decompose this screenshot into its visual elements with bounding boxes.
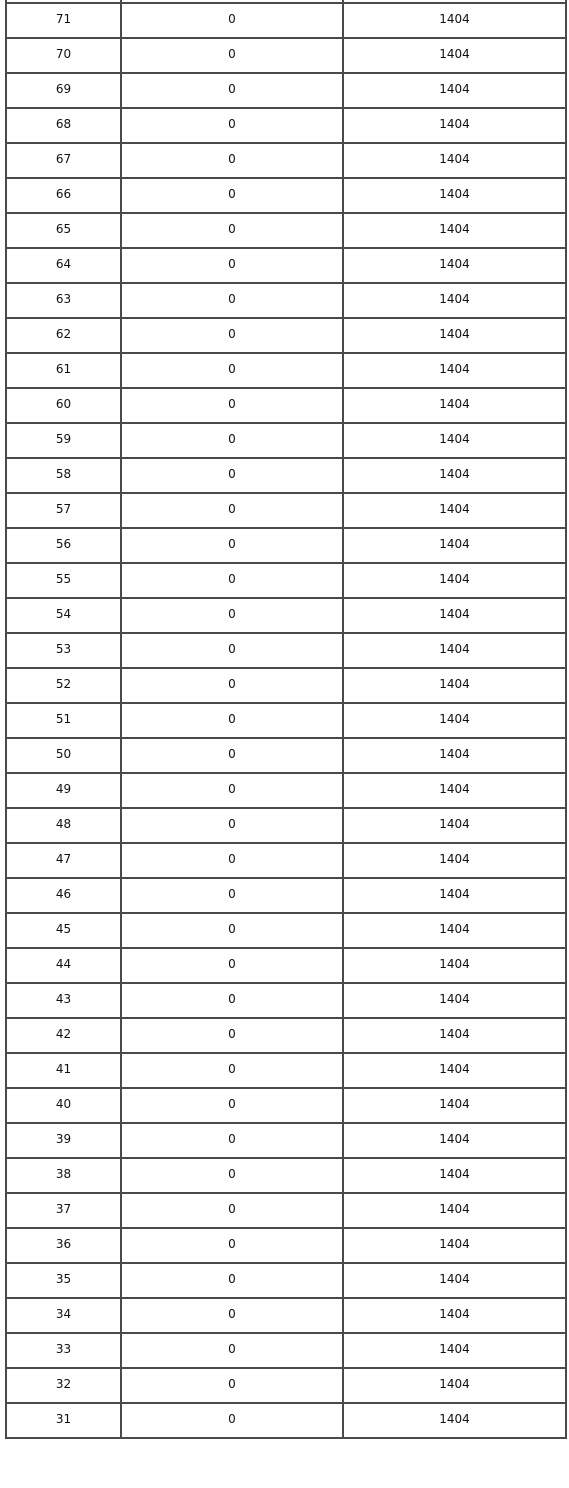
table-cell: 0 xyxy=(121,178,343,213)
table-cell: 1404 xyxy=(343,1158,566,1193)
table-cell: 36 xyxy=(6,1228,121,1263)
table-cell: 1404 xyxy=(343,108,566,143)
table-cell: 56 xyxy=(6,528,121,563)
table-cell: 32 xyxy=(6,1368,121,1403)
table-cell: 0 xyxy=(121,458,343,493)
table-cell: 0 xyxy=(121,213,343,248)
table-cell: 0 xyxy=(121,598,343,633)
table-row xyxy=(6,143,566,178)
table-cell: 0 xyxy=(121,808,343,843)
table-cell: 0 xyxy=(121,283,343,318)
table-row xyxy=(6,633,566,668)
table-cell: 1404 xyxy=(343,738,566,773)
table-row xyxy=(6,983,566,1018)
table-cell: 71 xyxy=(6,3,121,38)
table-cell: 55 xyxy=(6,563,121,598)
table-cell: 0 xyxy=(121,1018,343,1053)
table-row xyxy=(6,38,566,73)
table-container xyxy=(5,0,565,1439)
table-row xyxy=(6,388,566,423)
table-cell: 1404 xyxy=(343,353,566,388)
table-row xyxy=(6,73,566,108)
table-cell: 44 xyxy=(6,948,121,983)
table-cell: 0 xyxy=(121,1123,343,1158)
table-cell: 0 xyxy=(121,73,343,108)
table-row xyxy=(6,1018,566,1053)
table-cell: 0 xyxy=(121,948,343,983)
table-row xyxy=(6,738,566,773)
table-row xyxy=(6,843,566,878)
table-row xyxy=(6,423,566,458)
table-cell: 1404 xyxy=(343,528,566,563)
table-cell: 1404 xyxy=(343,178,566,213)
table-cell: 68 xyxy=(6,108,121,143)
table-cell: 0 xyxy=(121,913,343,948)
table-cell: 0 xyxy=(121,248,343,283)
table-row xyxy=(6,808,566,843)
table-cell: 0 xyxy=(121,1053,343,1088)
table-cell: 1404 xyxy=(343,1123,566,1158)
table-cell: 0 xyxy=(121,423,343,458)
table-row xyxy=(6,353,566,388)
table-cell: 64 xyxy=(6,248,121,283)
table-cell: 40 xyxy=(6,1088,121,1123)
table-cell: 51 xyxy=(6,703,121,738)
table-cell: 1404 xyxy=(343,143,566,178)
table-cell: 0 xyxy=(121,983,343,1018)
table-row xyxy=(6,458,566,493)
table-row xyxy=(6,703,566,738)
table-cell: 1404 xyxy=(343,423,566,458)
table-cell: 1404 xyxy=(343,1333,566,1368)
table-row xyxy=(6,1053,566,1088)
table-cell: 1404 xyxy=(343,318,566,353)
table-row xyxy=(6,913,566,948)
table-cell: 0 xyxy=(121,633,343,668)
table-cell: 45 xyxy=(6,913,121,948)
table-cell: 35 xyxy=(6,1263,121,1298)
table-row xyxy=(6,668,566,703)
table-cell: 33 xyxy=(6,1333,121,1368)
table-cell: 34 xyxy=(6,1298,121,1333)
table-cell: 59 xyxy=(6,423,121,458)
data-table xyxy=(5,0,567,1439)
table-cell: 47 xyxy=(6,843,121,878)
table-cell: 0 xyxy=(121,493,343,528)
table-cell: 0 xyxy=(121,1193,343,1228)
table-cell: 70 xyxy=(6,38,121,73)
table-cell: 1404 xyxy=(343,248,566,283)
table-cell: 1404 xyxy=(343,1298,566,1333)
table-row xyxy=(6,1228,566,1263)
table-row xyxy=(6,283,566,318)
table-cell: 0 xyxy=(121,108,343,143)
table-cell: 0 xyxy=(121,388,343,423)
table-cell: 1404 xyxy=(343,773,566,808)
table-row xyxy=(6,178,566,213)
table-cell: 1404 xyxy=(343,668,566,703)
table-row xyxy=(6,493,566,528)
table-cell: 1404 xyxy=(343,563,566,598)
table-cell: 1404 xyxy=(343,808,566,843)
table-cell: 54 xyxy=(6,598,121,633)
table-row xyxy=(6,1403,566,1438)
table-cell: 49 xyxy=(6,773,121,808)
table-cell: 1404 xyxy=(343,1053,566,1088)
table-cell: 0 xyxy=(121,1333,343,1368)
table-cell: 1404 xyxy=(343,1403,566,1438)
table-cell: 58 xyxy=(6,458,121,493)
table-row xyxy=(6,1298,566,1333)
table-cell: 67 xyxy=(6,143,121,178)
table-row xyxy=(6,1193,566,1228)
table-cell: 62 xyxy=(6,318,121,353)
table-cell: 1404 xyxy=(343,1018,566,1053)
table-cell: 53 xyxy=(6,633,121,668)
table-cell: 0 xyxy=(121,1403,343,1438)
table-cell: 1404 xyxy=(343,3,566,38)
table-row xyxy=(6,878,566,913)
table-cell: 1404 xyxy=(343,1368,566,1403)
table-cell: 38 xyxy=(6,1158,121,1193)
table-cell: 0 xyxy=(121,738,343,773)
table-row xyxy=(6,773,566,808)
table-cell: 1404 xyxy=(343,948,566,983)
table-cell: 57 xyxy=(6,493,121,528)
table-cell: 43 xyxy=(6,983,121,1018)
table-cell: 69 xyxy=(6,73,121,108)
table-cell: 0 xyxy=(121,38,343,73)
table-row xyxy=(6,318,566,353)
table-cell: 0 xyxy=(121,143,343,178)
table-cell: 0 xyxy=(121,3,343,38)
table-cell: 0 xyxy=(121,318,343,353)
table-row xyxy=(6,1263,566,1298)
table-row xyxy=(6,528,566,563)
table-cell: 1404 xyxy=(343,283,566,318)
table-cell: 1404 xyxy=(343,388,566,423)
table-cell: 0 xyxy=(121,1368,343,1403)
table-cell: 1404 xyxy=(343,493,566,528)
table-cell: 1404 xyxy=(343,983,566,1018)
table-cell: 52 xyxy=(6,668,121,703)
table-cell: 0 xyxy=(121,1088,343,1123)
table-cell: 1404 xyxy=(343,878,566,913)
table-cell: 0 xyxy=(121,773,343,808)
table-row xyxy=(6,248,566,283)
table-cell: 46 xyxy=(6,878,121,913)
table-cell: 41 xyxy=(6,1053,121,1088)
table-row xyxy=(6,563,566,598)
table-cell: 0 xyxy=(121,1298,343,1333)
table-cell: 1404 xyxy=(343,1263,566,1298)
table-cell: 0 xyxy=(121,843,343,878)
table-cell: 37 xyxy=(6,1193,121,1228)
table-body xyxy=(6,0,566,1438)
table-cell: 1404 xyxy=(343,213,566,248)
table-row xyxy=(6,108,566,143)
table-row xyxy=(6,1088,566,1123)
table-row xyxy=(6,948,566,983)
table-cell: 1404 xyxy=(343,1228,566,1263)
table-cell: 1404 xyxy=(343,38,566,73)
table-cell: 48 xyxy=(6,808,121,843)
table-cell: 0 xyxy=(121,1158,343,1193)
table-cell: 0 xyxy=(121,1263,343,1298)
table-cell: 1404 xyxy=(343,1088,566,1123)
table-cell: 60 xyxy=(6,388,121,423)
table-cell: 0 xyxy=(121,563,343,598)
table-cell: 0 xyxy=(121,668,343,703)
table-row xyxy=(6,1368,566,1403)
table-cell: 1404 xyxy=(343,1193,566,1228)
table-row xyxy=(6,1123,566,1158)
table-cell: 50 xyxy=(6,738,121,773)
table-cell: 0 xyxy=(121,878,343,913)
table-cell: 1404 xyxy=(343,913,566,948)
table-cell: 65 xyxy=(6,213,121,248)
table-cell: 0 xyxy=(121,703,343,738)
table-cell: 42 xyxy=(6,1018,121,1053)
table-cell: 1404 xyxy=(343,843,566,878)
table-cell: 39 xyxy=(6,1123,121,1158)
table-row xyxy=(6,598,566,633)
table-cell: 31 xyxy=(6,1403,121,1438)
table-cell: 1404 xyxy=(343,458,566,493)
table-cell: 1404 xyxy=(343,703,566,738)
table-cell: 0 xyxy=(121,353,343,388)
table-row xyxy=(6,213,566,248)
table-cell: 0 xyxy=(121,528,343,563)
table-cell: 1404 xyxy=(343,73,566,108)
table-row xyxy=(6,1158,566,1193)
table-cell: 63 xyxy=(6,283,121,318)
table-cell: 61 xyxy=(6,353,121,388)
table-cell: 66 xyxy=(6,178,121,213)
table-cell: 0 xyxy=(121,1228,343,1263)
table-row xyxy=(6,1333,566,1368)
table-cell: 1404 xyxy=(343,598,566,633)
table-row xyxy=(6,3,566,38)
table-cell: 1404 xyxy=(343,633,566,668)
